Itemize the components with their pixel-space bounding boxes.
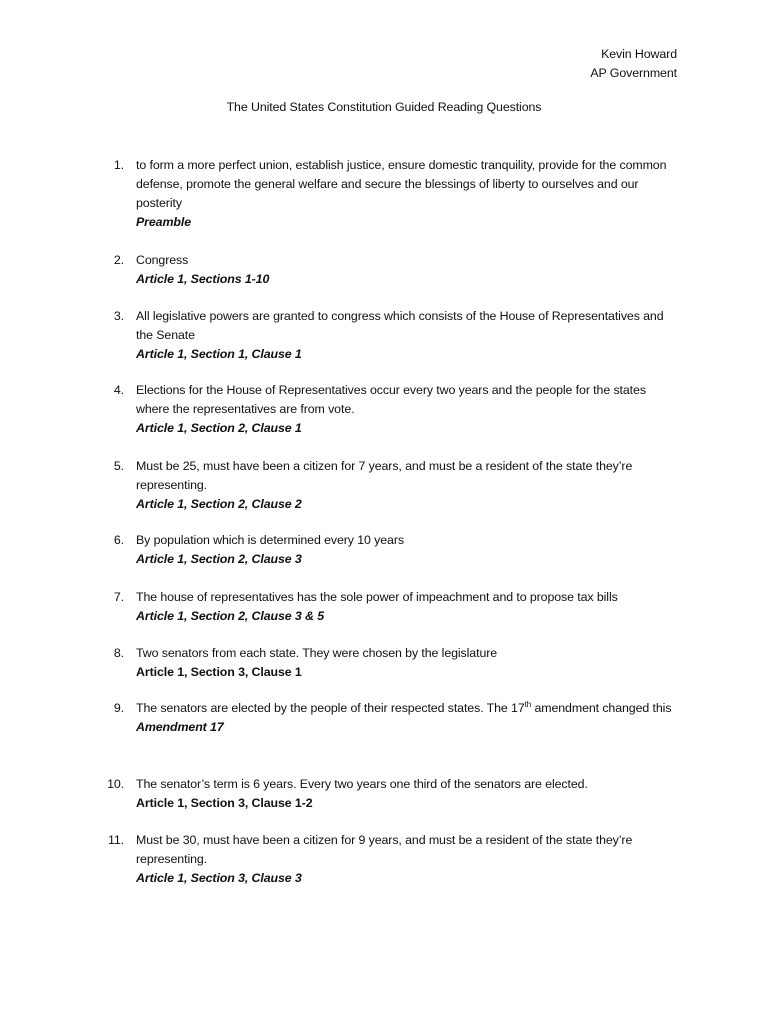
question-reference: Article 1, Section 1, Clause 1 — [136, 347, 302, 361]
course-name: AP Government — [590, 66, 677, 80]
question-reference: Preamble — [136, 215, 191, 229]
question-reference: Article 1, Sections 1-10 — [136, 272, 270, 286]
question-reference: Article 1, Section 3, Clause 1-2 — [136, 796, 313, 810]
question-number: 4. — [113, 383, 124, 397]
question-answer: By population which is determined every 10 years — [136, 533, 404, 547]
question-reference: Article 1, Section 3, Clause 1 — [136, 665, 302, 679]
question-reference: Article 1, Section 2, Clause 2 — [136, 497, 302, 511]
question-answer: The senator’s term is 6 years. Every two years one third of the senators are elected. — [136, 777, 588, 791]
question-number: 10. — [107, 777, 124, 791]
document-header — [590, 45, 677, 83]
question-number: 7. — [113, 590, 124, 604]
question-answer — [136, 699, 672, 718]
question-number: 9. — [113, 701, 124, 715]
question-body — [136, 251, 672, 289]
question-body — [136, 307, 672, 364]
author-name: Kevin Howard — [601, 47, 677, 61]
question-number: 1. — [113, 158, 124, 172]
question-answer: Two senators from each state. They were chosen by the legislature — [136, 646, 498, 660]
question-body — [136, 156, 672, 232]
question-answer: Elections for the House of Representatives occur every two years and the people for the states where the representatives are from vote. — [136, 383, 646, 416]
question-number: 5. — [113, 459, 124, 473]
question-reference: Amendment 17 — [136, 720, 224, 734]
question-number: 2. — [113, 253, 124, 267]
question-number: 8. — [113, 646, 124, 660]
question-body — [136, 775, 672, 813]
question-answer-text: The senators are elected by the people of their respected states. The 17 — [136, 701, 525, 715]
question-number: 3. — [113, 309, 124, 323]
question-body — [136, 531, 672, 569]
question-number: 6. — [113, 533, 124, 547]
question-answer: Congress — [136, 253, 189, 267]
question-answer-text-continued: amendment changed this — [531, 701, 672, 715]
question-answer: to form a more perfect union, establish justice, ensure domestic tranquility, provide for the common defense, promote the general welfare and secure the blessings of liberty to ourselves and our posterity — [136, 158, 667, 210]
question-number: 11. — [107, 833, 124, 847]
question-body — [136, 588, 672, 626]
question-reference: Article 1, Section 2, Clause 3 & 5 — [136, 609, 325, 623]
ordinal-superscript: th — [524, 700, 532, 709]
question-reference: Article 1, Section 2, Clause 3 — [136, 552, 302, 566]
question-answer: Must be 25, must have been a citizen for 7 years, and must be a resident of the state they’re representing. — [136, 459, 633, 492]
question-body — [136, 457, 672, 514]
question-body — [136, 699, 672, 737]
question-body — [136, 644, 672, 682]
question-body — [136, 831, 672, 888]
question-answer: All legislative powers are granted to congress which consists of the House of Representatives and the Senate — [136, 309, 664, 342]
question-answer: Must be 30, must have been a citizen for 9 years, and must be a resident of the state they’re representing. — [136, 833, 633, 866]
question-reference: Article 1, Section 3, Clause 3 — [136, 871, 302, 885]
document-title: The United States Constitution Guided Reading Questions — [226, 100, 542, 114]
question-reference: Article 1, Section 2, Clause 1 — [136, 421, 302, 435]
question-body — [136, 381, 672, 438]
question-answer: The house of representatives has the sole power of impeachment and to propose tax bills — [136, 590, 618, 604]
